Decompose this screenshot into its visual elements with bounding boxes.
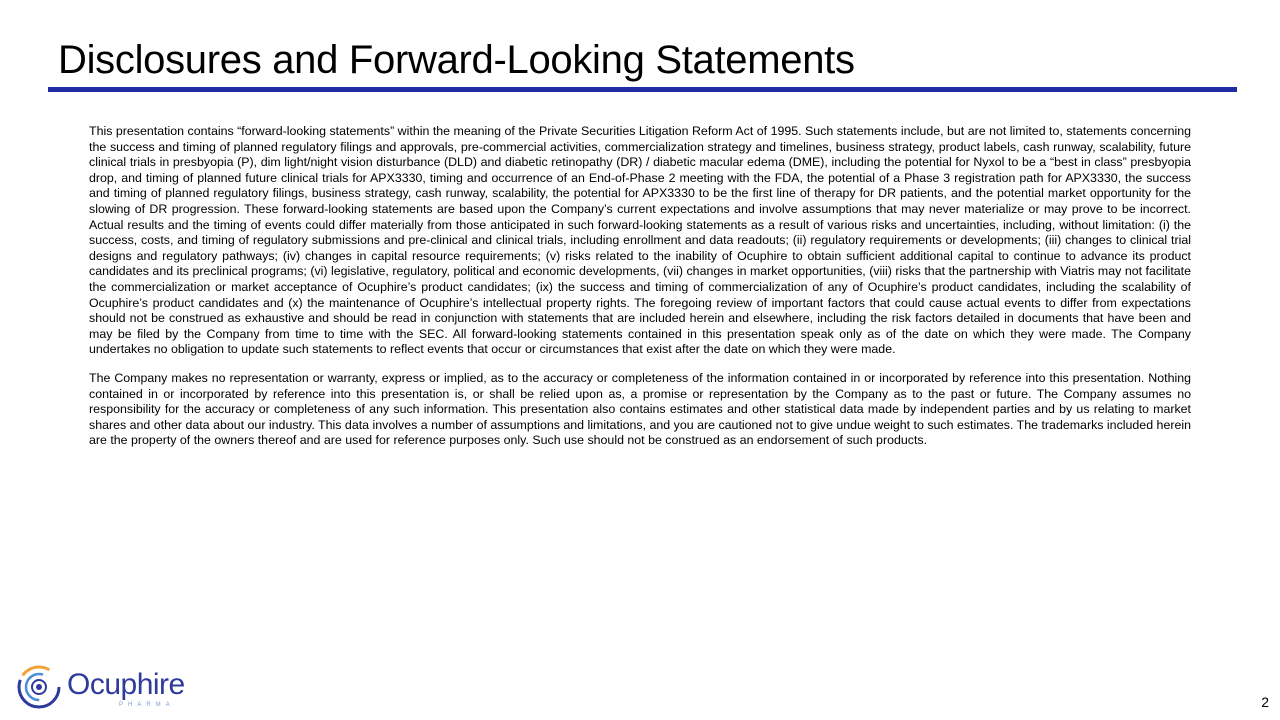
- title-divider: [48, 87, 1237, 92]
- eye-swirl-icon: [15, 661, 63, 713]
- logo-subtitle: PHARMA: [119, 702, 175, 708]
- page-number: 2: [1261, 694, 1269, 710]
- logo-wordmark: Ocuphire: [67, 668, 185, 701]
- company-logo: [15, 661, 190, 713]
- disclosure-body: [89, 124, 1191, 462]
- disclosure-paragraph-2: The Company makes no representation or warranty, express or implied, as to the accuracy or completeness of the information contained in or incorporated by reference into this presentation. Nothing contained in or incorporated by reference into this presentation is, or shall be relied upon as, a promise or representation by the Company as to the past or future. The Company assumes no responsibility for the accuracy or completeness of any such information. This presentation also contains estimates and other statistical data made by independent parties and by us relating to market shares and other data about our industry. This data involves a number of assumptions and limitations, and you are cautioned not to give undue weight to such estimates. The trademarks included herein are the property of the owners thereof and are used for reference purposes only. Such use should not be construed as an endorsement of such products.: [89, 370, 1191, 448]
- page-title: Disclosures and Forward-Looking Statements: [58, 38, 855, 82]
- disclosure-paragraph-1: This presentation contains “forward-looking statements” within the meaning of the Private Securities Litigation Reform Act of 1995. Such statements include, but are not limited to, statements concerning the success and timing of planned regulatory filings and approvals, pre-commercial activities, commercialization strategy and timelines, business strategy, product labels, cash runway, scalability, future clinical trials in presbyopia (P), dim light/night vision disturbance (DLD) and diabetic retinopathy (DR) / diabetic macular edema (DME), including the potential for Nyxol to be a “best in class” presbyopia drop, and timing of planned future clinical trials for APX3330, timing and occurrence of an End-of-Phase 2 meeting with the FDA, the potential of a Phase 3 registration path for APX3330, the success and timing of planned regulatory filings, business strategy, cash runway, scalability, the potential for APX3330 to be the first line of therapy for DR patients, and the potential market opportunity for the slowing of DR progression. These forward-looking statements are based upon the Company’s current expectations and involve assumptions that may never materialize or may prove to be incorrect. Actual results and the timing of events could differ materially from those anticipated in such forward-looking statements as a result of various risks and uncertainties, including, without limitation: (i) the success, costs, and timing of regulatory submissions and pre-clinical and clinical trials, including enrollment and data readouts; (ii) regulatory requirements or developments; (iii) changes to clinical trial designs and regulatory pathways; (iv) changes in capital resource requirements; (v) risks related to the inability of Ocuphire to obtain sufficient additional capital to continue to advance its product candidates and its preclinical programs; (vi) legislative, regulatory, political and economic developments, (vii) changes in market opportunities, (viii) risks that the partnership with Viatris may not facilitate the commercialization or market acceptance of Ocuphire’s product candidates; (ix) the success and timing of commercialization of any of Ocuphire’s product candidates, including the scalability of Ocuphire’s product candidates and (x) the maintenance of Ocuphire’s intellectual property rights. The foregoing review of important factors that could cause actual events to differ from expectations should not be construed as exhaustive and should be read in conjunction with statements that are included herein and elsewhere, including the risk factors detailed in documents that have been and may be filed by the Company from time to time with the SEC. All forward-looking statements contained in this presentation speak only as of the date on which they were made. The Company undertakes no obligation to update such statements to reflect events that occur or circumstances that exist after the date on which they were made.: [89, 124, 1191, 357]
